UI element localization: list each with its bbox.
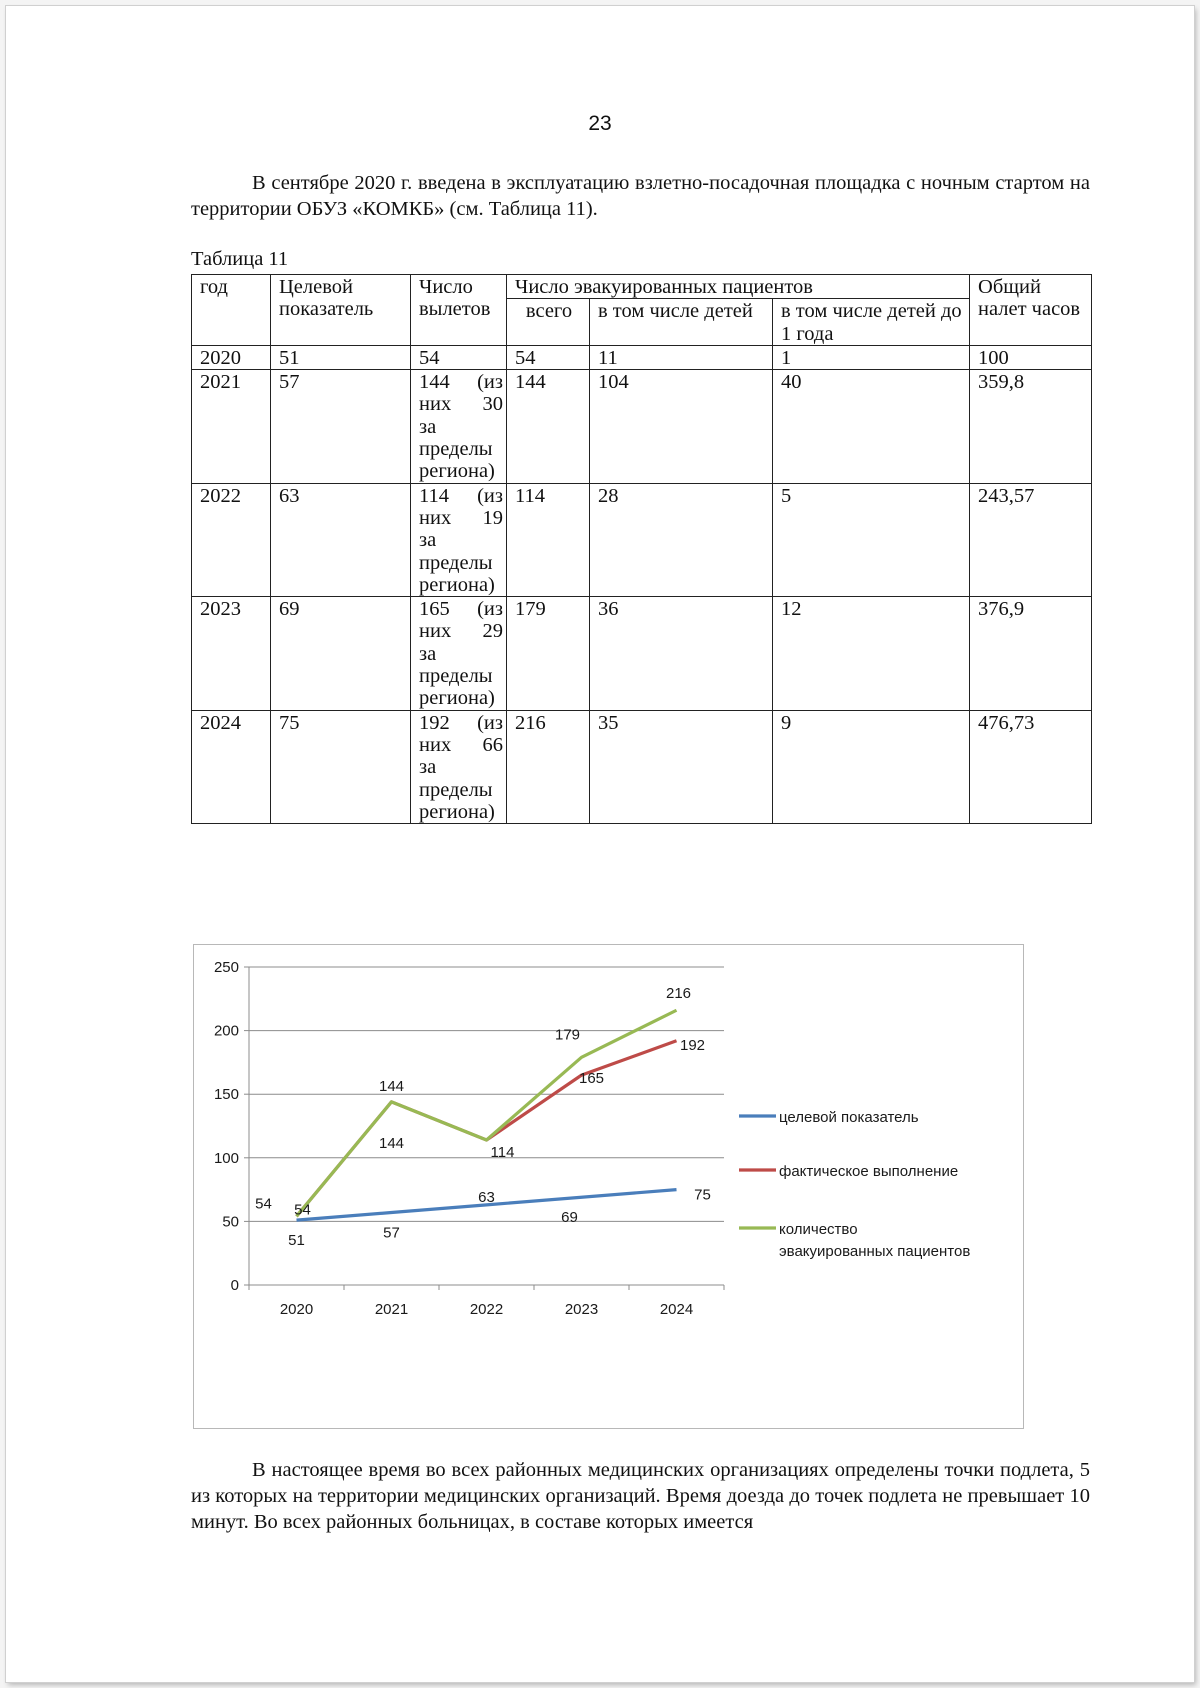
cell-total: 144 bbox=[507, 370, 590, 483]
cell-flights: 144 (из них 30 за пределы региона) bbox=[411, 370, 507, 483]
cell-year: 2020 bbox=[192, 345, 271, 369]
cell-hours: 243,57 bbox=[970, 483, 1092, 596]
legend-label: количество bbox=[779, 1221, 858, 1238]
data-label: 165 bbox=[578, 1070, 605, 1088]
legend-label: фактическое выполнение bbox=[779, 1163, 959, 1180]
cell-flights: 54 bbox=[411, 345, 507, 369]
cell-target: 63 bbox=[271, 483, 411, 596]
header-hours: Общий налет часов bbox=[970, 275, 1092, 346]
y-tick-label: 250 bbox=[213, 959, 239, 976]
y-tick-label: 50 bbox=[222, 1213, 239, 1231]
cell-year: 2023 bbox=[192, 597, 271, 710]
cell-hours: 376,9 bbox=[970, 597, 1092, 710]
header-total: всего bbox=[507, 299, 590, 346]
y-tick-label: 200 bbox=[213, 1022, 239, 1040]
series-line-2 bbox=[297, 1010, 677, 1216]
table-row bbox=[192, 345, 1092, 369]
legend-label: целевой показатель bbox=[779, 1109, 919, 1126]
data-label: 114 bbox=[490, 1143, 515, 1161]
cell-total: 179 bbox=[507, 597, 590, 710]
table-row bbox=[192, 483, 1092, 596]
header-flights: Число вылетов bbox=[411, 275, 507, 346]
data-label: 144 bbox=[378, 1077, 405, 1095]
header-year: год bbox=[192, 275, 271, 346]
cell-children: 36 bbox=[590, 597, 773, 710]
table-row bbox=[192, 370, 1092, 483]
cell-flights: 165 (из них 29 за пределы региона) bbox=[411, 597, 507, 710]
table-body bbox=[192, 345, 1092, 823]
cell-infants: 40 bbox=[773, 370, 970, 483]
chart-frame bbox=[193, 944, 1024, 1429]
data-label: 179 bbox=[554, 1026, 581, 1044]
x-tick-label: 2023 bbox=[564, 1301, 599, 1318]
data-label: 69 bbox=[561, 1209, 578, 1227]
cell-hours: 476,73 bbox=[970, 710, 1092, 823]
table-row bbox=[192, 710, 1092, 823]
cell-hours: 359,8 bbox=[970, 370, 1092, 483]
data-label: 57 bbox=[383, 1224, 400, 1242]
document-page bbox=[6, 6, 1194, 1682]
data-label: 54 bbox=[294, 1201, 311, 1219]
table-header-row bbox=[192, 275, 1092, 299]
data-label: 51 bbox=[288, 1232, 305, 1250]
data-label: 216 bbox=[665, 985, 692, 1003]
table-caption: Таблица 11 bbox=[191, 248, 289, 270]
cell-target: 75 bbox=[271, 710, 411, 823]
y-tick-label: 0 bbox=[230, 1277, 239, 1294]
legend-label: эвакуированных пациентов bbox=[779, 1243, 971, 1260]
cell-year: 2022 bbox=[192, 483, 271, 596]
cell-children: 11 bbox=[590, 345, 773, 369]
header-evacuated: Число эвакуированных пациентов bbox=[507, 275, 970, 299]
cell-infants: 9 bbox=[773, 710, 970, 823]
cell-flights: 192 (из них 66 за пределы региона) bbox=[411, 710, 507, 823]
page-number: 23 bbox=[588, 112, 612, 135]
cell-children: 35 bbox=[590, 710, 773, 823]
cell-children: 28 bbox=[590, 483, 773, 596]
data-label: 192 bbox=[679, 1036, 706, 1054]
header-children: в том числе детей bbox=[590, 299, 773, 346]
cell-target: 51 bbox=[271, 345, 411, 369]
cell-infants: 5 bbox=[773, 483, 970, 596]
cell-infants: 12 bbox=[773, 597, 970, 710]
flights-table bbox=[191, 274, 1092, 824]
cell-infants: 1 bbox=[773, 345, 970, 369]
intro-paragraph: В сентябре 2020 г. введена в эксплуатацию взлетно-посадочная площадка с ночным стартом на территории ОБУЗ «КОМКБ» (см. Таблица 11). bbox=[191, 172, 1090, 220]
table-row bbox=[192, 597, 1092, 710]
closing-paragraph: В настоящее время во всех районных медицинских организациях определены точки подлета, 5 из которых на территории медицинских организаций. Время доезда до точек подлета не превышает 10 минут. Во всех районных больницах, в составе которых имеется bbox=[191, 1459, 1090, 1533]
data-label: 54 bbox=[255, 1195, 272, 1213]
header-infants: в том числе детей до 1 года bbox=[773, 299, 970, 346]
cell-target: 57 bbox=[271, 370, 411, 483]
x-tick-label: 2024 bbox=[659, 1301, 694, 1318]
y-tick-label: 150 bbox=[213, 1086, 239, 1104]
cell-year: 2024 bbox=[192, 710, 271, 823]
cell-children: 104 bbox=[590, 370, 773, 483]
x-tick-label: 2022 bbox=[469, 1301, 504, 1318]
data-label: 75 bbox=[694, 1186, 711, 1204]
data-label: 144 bbox=[378, 1134, 405, 1152]
cell-year: 2021 bbox=[192, 370, 271, 483]
line-chart bbox=[194, 945, 1023, 1428]
x-tick-label: 2021 bbox=[374, 1301, 409, 1318]
data-label: 63 bbox=[478, 1188, 495, 1206]
cell-total: 216 bbox=[507, 710, 590, 823]
cell-hours: 100 bbox=[970, 345, 1092, 369]
cell-total: 114 bbox=[507, 483, 590, 596]
header-target: Целевой показатель bbox=[271, 275, 411, 346]
cell-target: 69 bbox=[271, 597, 411, 710]
cell-flights: 114 (из них 19 за пределы региона) bbox=[411, 483, 507, 596]
y-tick-label: 100 bbox=[213, 1149, 239, 1167]
x-tick-label: 2020 bbox=[279, 1301, 314, 1318]
cell-total: 54 bbox=[507, 345, 590, 369]
